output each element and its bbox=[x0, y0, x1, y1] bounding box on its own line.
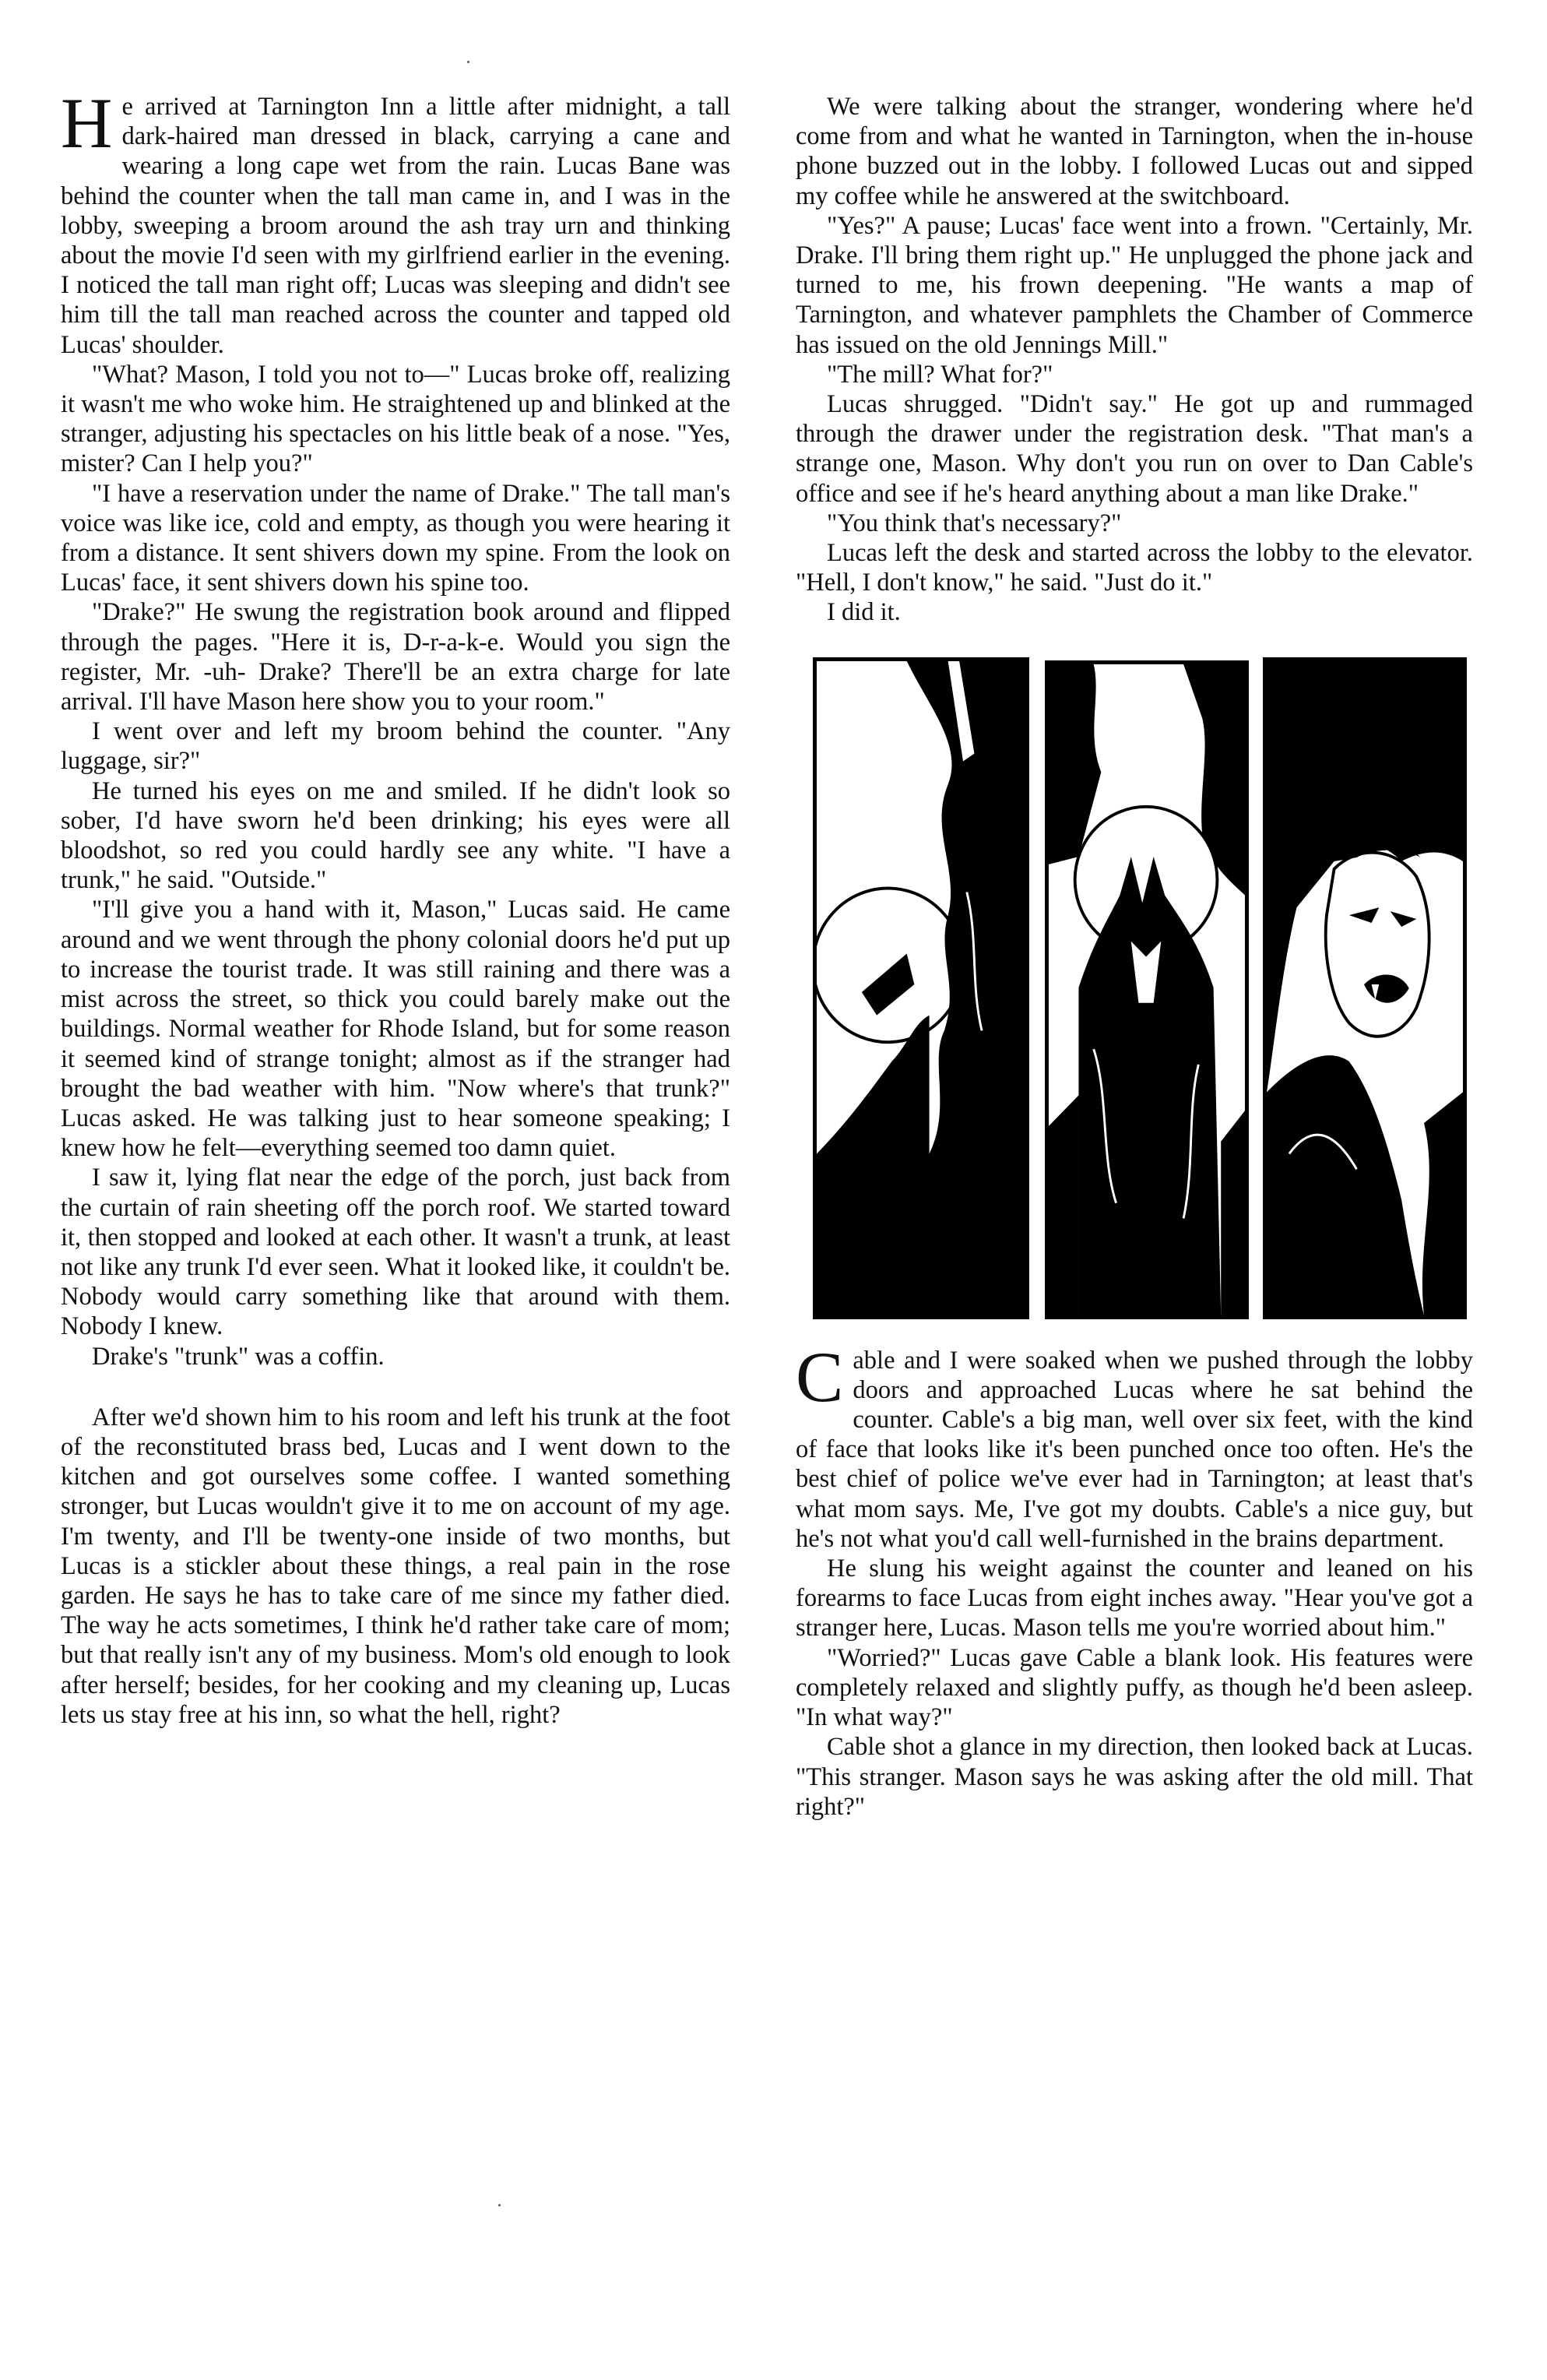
paragraph: Lucas left the desk and started across the lobby to the elevator. "Hell, I don't know," he said. "Just do it." bbox=[796, 539, 1473, 597]
paragraph: "I have a reservation under the name of Drake." The tall man's voice was like ice, cold and empty, as though you were hearing it from a distance. It sent shivers down my spine. From the look on Lucas' face, it sent shivers down his spine too. bbox=[61, 479, 730, 597]
stray-ink-mark bbox=[498, 2204, 501, 2206]
paragraph: Lucas shrugged. "Didn't say." He got up and rummaged through the drawer under the registration desk. "That man's a strange one, Mason. Why don't you run on over to Dan Cable's office and see if he's heard anything about a man like Drake." bbox=[796, 390, 1473, 508]
paragraph: "You think that's necessary?" bbox=[827, 509, 1122, 537]
illustration-panels bbox=[796, 657, 1473, 1319]
paragraph: "Yes?" A pause; Lucas' face went into a frown. "Certainly, Mr. Drake. I'll bring them right up." He unplugged the phone jack and turned to me, his frown deepening. "He wants a map of Tarnington, and whatever pamphlets the Chamber of Commerce has issued on the old Jennings Mill." bbox=[796, 211, 1473, 359]
right-column bbox=[796, 92, 1473, 1822]
vampire-face-closeup-illustration bbox=[1267, 661, 1463, 1315]
paragraph: Drake's "trunk" was a coffin. bbox=[92, 1342, 385, 1371]
paragraph: We were talking about the stranger, wondering where he'd come from and what he wanted in Tarnington, when the in-house phone buzzed out in the lobby. I followed Lucas out and sipped my coffee while he answered at the switchboard. bbox=[796, 93, 1473, 210]
paragraph-text: e arrived at Tarnington Inn a little after midnight, a tall dark-haired man dressed in black, carrying a cane and wearing a long cape wet from the rain. Lucas Bane was behind the counter when the tall man came in, and I was in the lobby, sweeping a broom around the ash tray urn and thinking about the movie I'd seen with my girlfriend earlier in the evening. I noticed the tall man right off; Lucas was sleeping and didn't see him till the tall man reached across the counter and tapped old Lucas' shoulder. bbox=[61, 93, 730, 359]
paragraph: I saw it, lying flat near the edge of the porch, just back from the curtain of rain sheeting off the porch roof. We started toward it, then stopped and looked at each other. It wasn't a trunk, at least not like any trunk I'd ever seen. What it looked like, it couldn't be. Nobody would carry something like that around with them. Nobody I knew. bbox=[61, 1164, 730, 1341]
stray-ink-mark bbox=[467, 61, 469, 63]
paragraph: "Worried?" Lucas gave Cable a blank look. His features were completely relaxed and slightly puffy, as though he'd been asleep. "In what way?" bbox=[796, 1643, 1473, 1732]
drop-cap: C bbox=[796, 1336, 844, 1417]
vampire-cloaked-figure-illustration bbox=[1049, 664, 1245, 1315]
paragraph: He slung his weight against the counter and leaned on his forearms to face Lucas from eight inches away. "Hear you've got a stranger here, Lucas. Mason tells me you're worried about him." bbox=[796, 1554, 1473, 1642]
paragraph: "I'll give you a hand with it, Mason," Lucas said. He came around and we went through the phony colonial doors he'd put up to increase the tourist trade. It was still raining and there was a mist across the street, so thick you could barely make out the buildings. Normal weather for Rhode Island, but for some reason it seemed kind of strange tonight; almost as if the stranger had brought the bad weather with him. "Now where's that trunk?" Lucas asked. He was talking just to hear someone speaking; I knew how he felt—everything seemed too damn quiet. bbox=[61, 896, 730, 1163]
paragraph-text: able and I were soaked when we pushed through the lobby doors and approached Lucas where he sat behind the counter. Cable's a big man, well over six feet, with the kind of face that looks like it's been punched once too often. He's the best chief of police we've ever had in Tarnington; at least that's what mom says. Me, I've got my doubts. Cable's a nice guy, but he's not what you'd call well-furnished in the brains department. bbox=[796, 1346, 1473, 1553]
paragraph: After we'd shown him to his room and left his trunk at the foot of the reconstituted brass bed, Lucas and I went down to the kitchen and got ourselves some coffee. I wanted something stronger, but Lucas wouldn't give it to me on account of my age. I'm twenty, and I'll be twenty-one inside of two months, but Lucas is a stickler about these things, a real pain in the rose garden. He says he has to take care of me since my father died. The way he acts sometimes, I think he'd rather take care of mom; but that really isn't any of my business. Mom's old enough to look after herself; besides, for her cooking and my cleaning up, Lucas lets us stay free at his inn, so what the hell, right? bbox=[61, 1403, 730, 1729]
moon-silhouette-illustration bbox=[817, 661, 1025, 1315]
paragraph: "The mill? What for?" bbox=[827, 360, 1053, 389]
illustration-panel-moon bbox=[813, 657, 1029, 1319]
paragraph: "Drake?" He swung the registration book around and flipped through the pages. "Here it is, D-r-a-k-e. Would you sign the register, Mr. -uh- Drake? There'll be an extra charge for late arrival. I'll have Mason here show you to your room." bbox=[61, 598, 730, 716]
paragraph: I did it. bbox=[827, 598, 901, 627]
illustration-panel-vampire-bat bbox=[1045, 660, 1249, 1319]
paragraph: "What? Mason, I told you not to—" Lucas broke off, realizing it wasn't me who woke him. He straightened up and blinked at the stranger, adjusting his spectacles on his little beak of a nose. "Yes, mister? Can I help you?" bbox=[61, 360, 730, 478]
drop-cap: H bbox=[61, 83, 113, 163]
paragraph bbox=[61, 83, 730, 360]
illustration-panel-vampire-face bbox=[1263, 657, 1467, 1319]
paragraph bbox=[796, 1336, 1473, 1554]
left-column bbox=[61, 83, 730, 1730]
paragraph: He turned his eyes on me and smiled. If he didn't look so sober, I'd have sworn he'd been drinking; his eyes were all bloodshot, so red you could hardly see any white. "I have a trunk," he said. "Outside." bbox=[61, 776, 730, 895]
paragraph: Cable shot a glance in my direction, then looked back at Lucas. "This stranger. Mason says he was asking after the old mill. That right?" bbox=[796, 1733, 1473, 1821]
paragraph: I went over and left my broom behind the counter. "Any luggage, sir?" bbox=[61, 717, 730, 776]
